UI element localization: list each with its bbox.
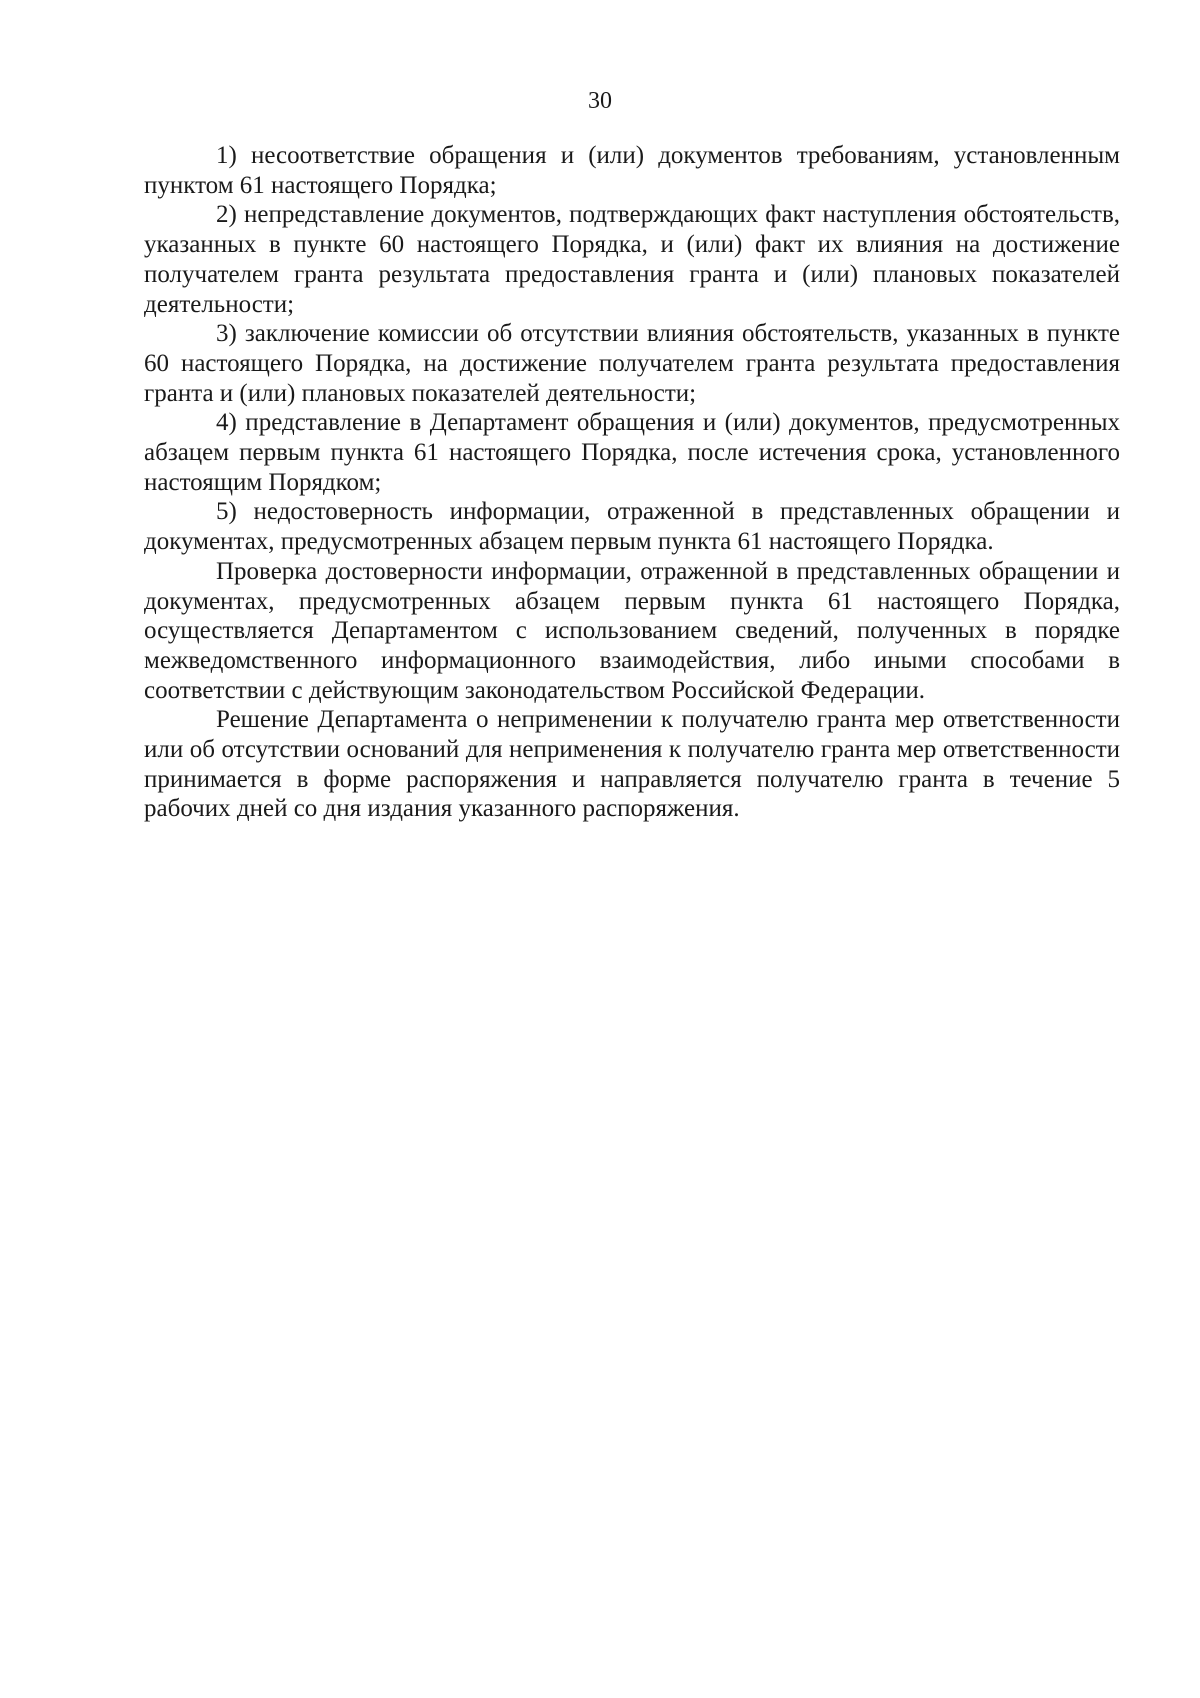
list-item-1: 1) несоответствие обращения и (или) документов требованиям, установленным пунктом 61 настоящего Порядка; [144,142,1120,199]
list-item-5: 5) недостоверность информации, отраженной в представленных обращении и документах, предусмотренных абзацем первым пункта 61 настоящего Порядка. [144,498,1120,556]
page-number: 30 [588,88,612,114]
decision-paragraph: Решение Департамента о неприменении к получателю гранта мер ответственности или об отсутствии оснований для неприменения к получателю гранта мер ответственности принимается в форме распоряжения и направляется получателю гранта в течение 5 рабочих дней со дня издания указанного распоряжения. [144,706,1120,823]
list-item-3: 3) заключение комиссии об отсутствии влияния обстоятельств, указанных в пункте 60 настоящего Порядка, на достижение получателем гранта результата предоставления гранта и (или) плановых показателей деятельности; [144,320,1120,407]
document-body [144,141,1120,824]
list-item-2: 2) непредставление документов, подтверждающих факт наступления обстоятельств, указанных в пункте 60 настоящего Порядка, и (или) факт их влияния на достижение получателем гранта результата предоставления гранта и (или) плановых показателей деятельности; [144,201,1120,318]
list-item-4: 4) представление в Департамент обращения и (или) документов, предусмотренных абзацем первым пункта 61 настоящего Порядка, после истечения срока, установленного настоящим Порядком; [144,409,1120,496]
verification-paragraph: Проверка достоверности информации, отраженной в представленных обращении и документах, предусмотренных абзацем первым пункта 61 настоящего Порядка, осуществляется Департаментом с использованием сведений, полученных в порядке межведомственного информационного взаимодействия, либо иными способами в соответствии с действующим законодательством Российской Федерации. [144,557,1120,704]
